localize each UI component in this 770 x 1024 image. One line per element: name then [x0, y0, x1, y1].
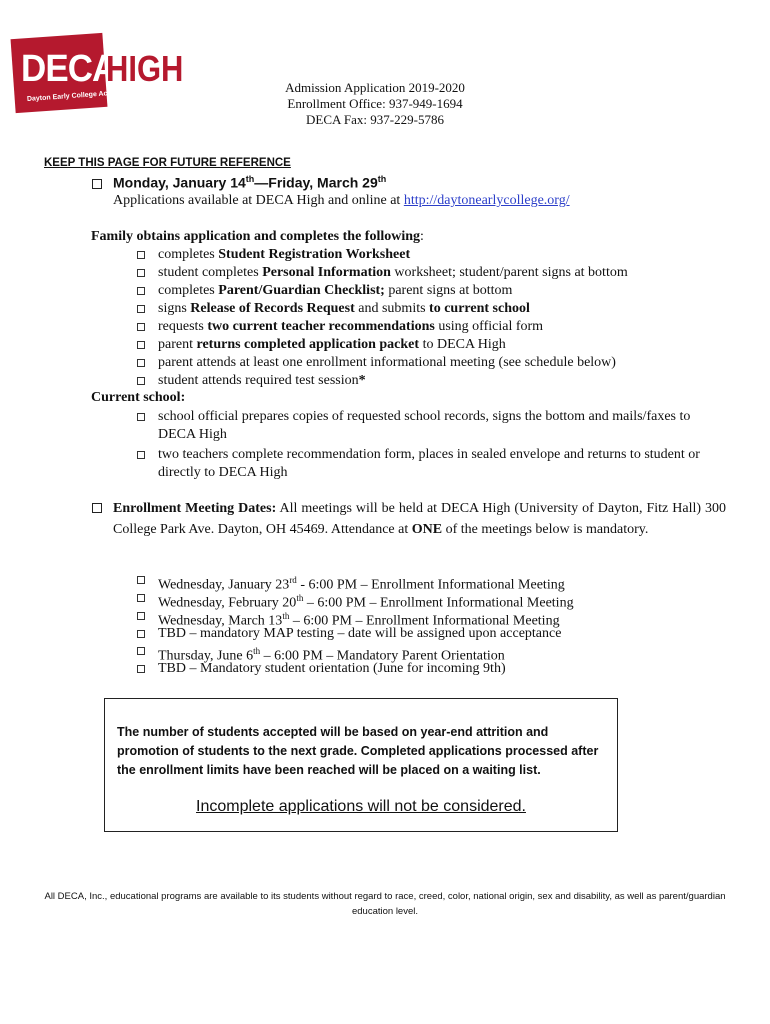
availability-text: Applications available at DECA High and online at [113, 193, 404, 208]
deadline-checkbox[interactable] [92, 179, 102, 189]
family-heading-colon: : [420, 229, 424, 244]
checkbox[interactable] [137, 630, 145, 638]
date-text: Wednesday, February 20 [158, 595, 297, 611]
enrollment-text: All meetings will be held at DECA High (University of Dayton, Fitz Hall) 300 College Park Ave. Dayton, OH 45469. Attendance at [113, 501, 726, 537]
enrollment-text: of the meetings below is mandatory. [442, 522, 649, 537]
date-text: Wednesday, January 23 [158, 577, 290, 593]
enrollment-meeting-paragraph [113, 498, 726, 540]
website-link[interactable]: http://daytonearlycollege.org/ [403, 193, 570, 208]
enrollment-checkbox[interactable] [92, 503, 102, 513]
date-text: Thursday, June 6 [158, 648, 254, 664]
checkbox[interactable] [137, 377, 145, 385]
item-text: parent signs at bottom [384, 283, 513, 298]
header-title: Admission Application 2019-2020 [285, 80, 465, 95]
date-text: – 6:00 PM – Enrollment Informational Meeting [303, 595, 574, 611]
logo-tagline: Dayton Early College Academy [26, 88, 130, 103]
date-sup: th [253, 646, 261, 656]
date-text: TBD – mandatory MAP testing – date will be assigned upon acceptance [158, 626, 562, 641]
incomplete-warning: Incomplete applications will not be considered. [196, 798, 526, 815]
checkbox[interactable] [137, 287, 145, 295]
notice-box [104, 698, 618, 832]
checkbox[interactable] [137, 251, 145, 259]
date-text: Wednesday, March 13 [158, 613, 283, 629]
item-bold: to current school [429, 301, 530, 316]
date-sup: rd [289, 575, 297, 585]
item-bold: Release of Records Request [190, 301, 355, 316]
checkbox[interactable] [137, 269, 145, 277]
family-heading-text: Family obtains application and completes the following [91, 229, 421, 244]
deca-high-logo [13, 36, 198, 116]
item-text: completes [158, 247, 219, 262]
item-bold: Parent/Guardian Checklist; [218, 283, 385, 298]
enrollment-label: Enrollment Meeting Dates: [113, 501, 277, 516]
item-bold: * [358, 373, 366, 388]
item-bold: two current teacher recommendations [207, 319, 435, 334]
item-text: requests [158, 319, 208, 334]
header-fax: DECA Fax: 937-229-5786 [306, 112, 444, 127]
current-school-heading: Current school: [91, 390, 186, 405]
availability-line [113, 193, 570, 209]
checkbox[interactable] [137, 323, 145, 331]
family-heading [91, 229, 424, 245]
item-text: parent attends at least one enrollment informational meeting (see schedule below) [158, 355, 616, 370]
date-text: – 6:00 PM – Enrollment Informational Meeting [289, 613, 560, 629]
logo-high-text: HIGH [106, 48, 184, 89]
deadline-start-sup: th [245, 174, 255, 184]
checkbox[interactable] [137, 305, 145, 313]
deadline-end-sup: th [377, 174, 387, 184]
checkbox[interactable] [137, 359, 145, 367]
item-bold: Student Registration Worksheet [218, 247, 411, 262]
deadline-start: Monday, January 14 [113, 174, 246, 191]
item-text: school official prepares copies of requested school records, signs the bottom and mails/faxes to DECA High [158, 409, 691, 442]
header-enrollment-office: Enrollment Office: 937-949-1694 [287, 96, 463, 111]
item-text: student completes [158, 265, 263, 280]
deadline-dates [113, 174, 386, 191]
item-text: to DECA High [419, 337, 506, 352]
deadline-end: —Friday, March 29 [254, 174, 378, 191]
keep-page-notice: KEEP THIS PAGE FOR FUTURE REFERENCE [44, 157, 291, 169]
nondiscrimination-footer: All DECA, Inc., educational programs are available to its students without regard to race, creed, color, national origin, sex and disability, as well as parent/guardian education level. [44, 891, 726, 917]
logo-deca-text: DECA [21, 48, 117, 90]
item-text: student attends required test session [158, 373, 359, 388]
checkbox[interactable] [137, 341, 145, 349]
item-text: and submits [354, 301, 430, 316]
checkbox[interactable] [137, 612, 145, 620]
item-bold: returns completed application packet [196, 337, 420, 352]
item-text: two teachers complete recommendation form, places in sealed envelope and returns to student or directly to DECA High [158, 447, 700, 480]
item-text: parent [158, 337, 197, 352]
checkbox[interactable] [137, 576, 145, 584]
application-header [240, 80, 510, 128]
date-text: - 6:00 PM – Enrollment Informational Meeting [296, 577, 565, 593]
notice-text: The number of students accepted will be based on year-end attrition and promotion of students to the next grade. Completed applications processed after the enrollment limits have been reached will be placed on a waiting list. [117, 725, 599, 777]
item-text: worksheet; student/parent signs at bottom [390, 265, 628, 280]
item-bold: Personal Information [262, 265, 391, 280]
date-text: TBD – Mandatory student orientation (June for incoming 9th) [158, 661, 506, 676]
date-sup: th [296, 593, 304, 603]
date-text: – 6:00 PM – Mandatory Parent Orientation [260, 648, 505, 664]
item-text: signs [158, 301, 191, 316]
enrollment-emphasis: ONE [411, 522, 443, 537]
item-text: using official form [434, 319, 544, 334]
date-sup: th [282, 611, 290, 621]
checkbox[interactable] [137, 594, 145, 602]
checkbox[interactable] [137, 647, 145, 655]
checkbox[interactable] [137, 451, 145, 459]
checkbox[interactable] [137, 413, 145, 421]
checkbox[interactable] [137, 665, 145, 673]
item-text: completes [158, 283, 219, 298]
